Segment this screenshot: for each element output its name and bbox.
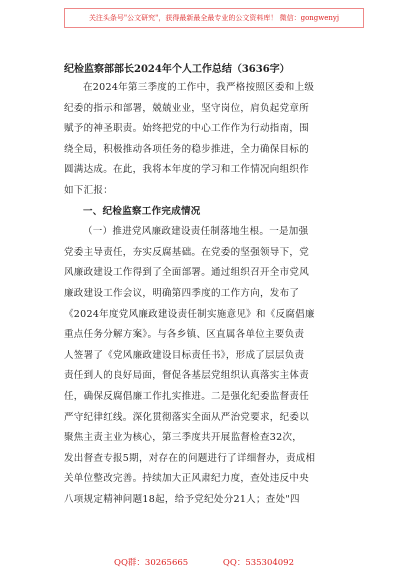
paragraph-line: 责任到人的良好局面，督促各基层党组织认真落实主体责 (64, 370, 310, 382)
footer-qq-group: QQ群：30265665 (113, 558, 189, 568)
paragraph-line: 严守纪律红线。深化贯彻落实全面从严治党要求，纪委以 (64, 411, 310, 423)
paragraph-line: 人签署了《党风廉政建设目标责任书》，形成了层层负责 (64, 349, 305, 361)
paragraph-line: 聚焦主责主业为核心，第三季度共开展监督检查32次， (64, 432, 303, 444)
paragraph-line: 风廉政建设工作得到了全面部署。通过组织召开全市党风 (64, 267, 310, 279)
paragraph-line: 八项规定精神问题18起，给予党纪处分21人；查处"四 (64, 493, 300, 505)
document-title: 纪检监察部部长2024年个人工作总结（3636字） (64, 64, 290, 75)
paragraph-line: 任，确保反腐倡廉工作扎实推进。二是强化纪委监督责任 (64, 390, 310, 402)
paragraph-line: 纪委的指示和部署，兢兢业业，坚守岗位，肩负起党章所 (64, 102, 310, 114)
paragraph-line: （一）推进党风廉政建设责任制落地生根。一是加强 (83, 226, 309, 238)
header-banner: 关注头条号"公文研究"，获得最新最全最专业的公文资料库！ 微信：gongwenyj (64, 8, 364, 28)
paragraph-line: 发出督查专报5期，对存在的问题进行了详细督办，责成相 (64, 452, 316, 464)
paragraph-line: 在2024年第三季度的工作中，我严格按照区委和上级 (83, 82, 315, 93)
paragraph-line: 党委主导责任，夯实反腐基础。在党委的坚强领导下，党 (64, 246, 310, 258)
paragraph-line: 赋予的神圣职责。始终把党的中心工作作为行动指南，围 (64, 123, 310, 135)
document-body (64, 78, 354, 510)
footer-qq: QQ：535304092 (222, 558, 294, 568)
section-heading: 一、纪检监察工作完成情况 (83, 205, 201, 217)
paragraph-line: 关单位整改完善。持续加大正风肃纪力度，查处违反中央 (64, 473, 310, 485)
paragraph-line: 圆满达成。在此，我将本年度的学习和工作情况向组织作 (64, 164, 310, 176)
paragraph-line: 《2024年度党风廉政建设责任制实施意见》和《反腐倡廉 (64, 308, 315, 320)
paragraph-line: 廉政建设工作会议，明确第四季度的工作方向，发布了 (64, 287, 300, 299)
paragraph-line: 如下汇报： (64, 184, 114, 196)
paragraph-line: 绕全局，积极推动各项任务的稳步推进，全力确保目标的 (64, 143, 310, 155)
footer (0, 556, 408, 568)
paragraph-line: 重点任务分解方案》。与各乡镇、区直属各单位主要负责 (64, 329, 305, 341)
